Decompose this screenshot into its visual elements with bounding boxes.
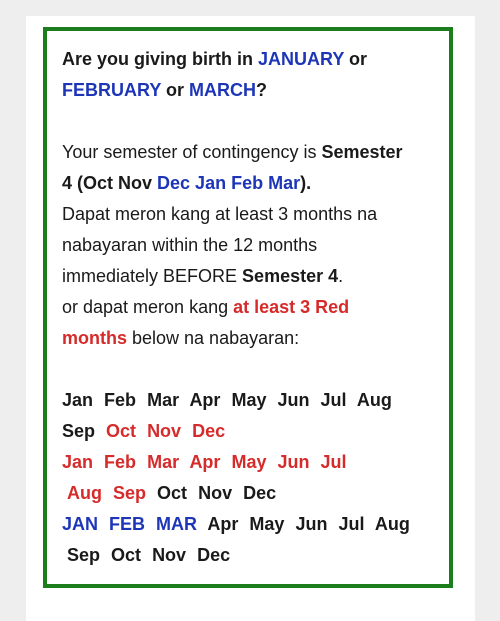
paragraph-line (62, 323, 442, 354)
month-label: Oct (111, 545, 142, 565)
months-row-5 (62, 509, 442, 540)
month-label: Jun (277, 390, 310, 410)
paragraph-line (62, 292, 442, 323)
months-row-2 (62, 416, 442, 447)
month-label: Dec (197, 545, 231, 565)
month-label-red: Jan (62, 452, 94, 472)
month-label-red: Mar (147, 452, 180, 472)
month-label: Aug (374, 514, 410, 534)
month-label: Mar (147, 390, 180, 410)
semester-months-line (62, 168, 442, 199)
semester-months-blue: Dec Jan Feb Mar (157, 173, 301, 193)
heading-march: MARCH (189, 80, 257, 100)
months-row-3 (62, 447, 442, 478)
month-label: Nov (152, 545, 187, 565)
month-label: Sep (62, 421, 96, 441)
semester-text: Your semester of contingency is (62, 142, 322, 162)
paragraph-text: or dapat meron kang (62, 297, 234, 317)
month-label: Jul (320, 390, 347, 410)
month-label: Dec (243, 483, 277, 503)
heading-february: FEBRUARY (62, 80, 162, 100)
heading-or: or (344, 49, 368, 69)
month-label-red: May (231, 452, 267, 472)
month-label: Jan (62, 390, 94, 410)
paragraph-text: immediately BEFORE (62, 266, 243, 286)
month-label: Oct (157, 483, 188, 503)
heading-or: or (161, 80, 190, 100)
semester-4-label: Semester 4 (242, 266, 339, 286)
month-label-blue: FEB (109, 514, 146, 534)
month-label-red: Aug (67, 483, 102, 503)
red-emphasis: months (62, 328, 127, 348)
months-row-1 (62, 385, 442, 416)
month-label-red: Nov (147, 421, 182, 441)
heading-january: JANUARY (258, 49, 345, 69)
month-label-red: Sep (113, 483, 147, 503)
info-content (62, 44, 442, 571)
paragraph-text: . (338, 266, 344, 286)
heading-line-2 (62, 75, 442, 106)
month-label: Apr (207, 514, 239, 534)
months-row-6 (62, 540, 442, 571)
month-label-red: Jun (277, 452, 310, 472)
month-label-red: Oct (106, 421, 137, 441)
paragraph-line: Dapat meron kang at least 3 months na (62, 204, 378, 224)
month-label-blue: JAN (62, 514, 99, 534)
semester-label: Semester (321, 142, 403, 162)
heading-question-mark: ? (256, 80, 268, 100)
month-label: Nov (198, 483, 233, 503)
paragraph-line (62, 261, 442, 292)
semester-line (62, 137, 442, 168)
heading-text: Are you giving birth in (62, 49, 259, 69)
month-label: Jun (295, 514, 328, 534)
month-label-red: Jul (320, 452, 347, 472)
month-label-red: Feb (104, 452, 137, 472)
semester-months: 4 (Oct Nov (62, 173, 158, 193)
month-label-blue: MAR (156, 514, 198, 534)
semester-months-end: ). (300, 173, 312, 193)
red-emphasis: at least 3 Red (233, 297, 350, 317)
paragraph-text: below na nabayaran: (127, 328, 300, 348)
month-label: Aug (356, 390, 392, 410)
month-label: May (231, 390, 267, 410)
month-label: Jul (338, 514, 365, 534)
month-label-red: Dec (192, 421, 226, 441)
month-label: Apr (189, 390, 221, 410)
heading-line-1 (62, 44, 442, 75)
month-label: Feb (104, 390, 137, 410)
months-row-4 (62, 478, 442, 509)
month-label: May (249, 514, 285, 534)
month-label-red: Apr (189, 452, 221, 472)
month-label: Sep (67, 545, 101, 565)
paragraph-line: nabayaran within the 12 months (62, 235, 318, 255)
